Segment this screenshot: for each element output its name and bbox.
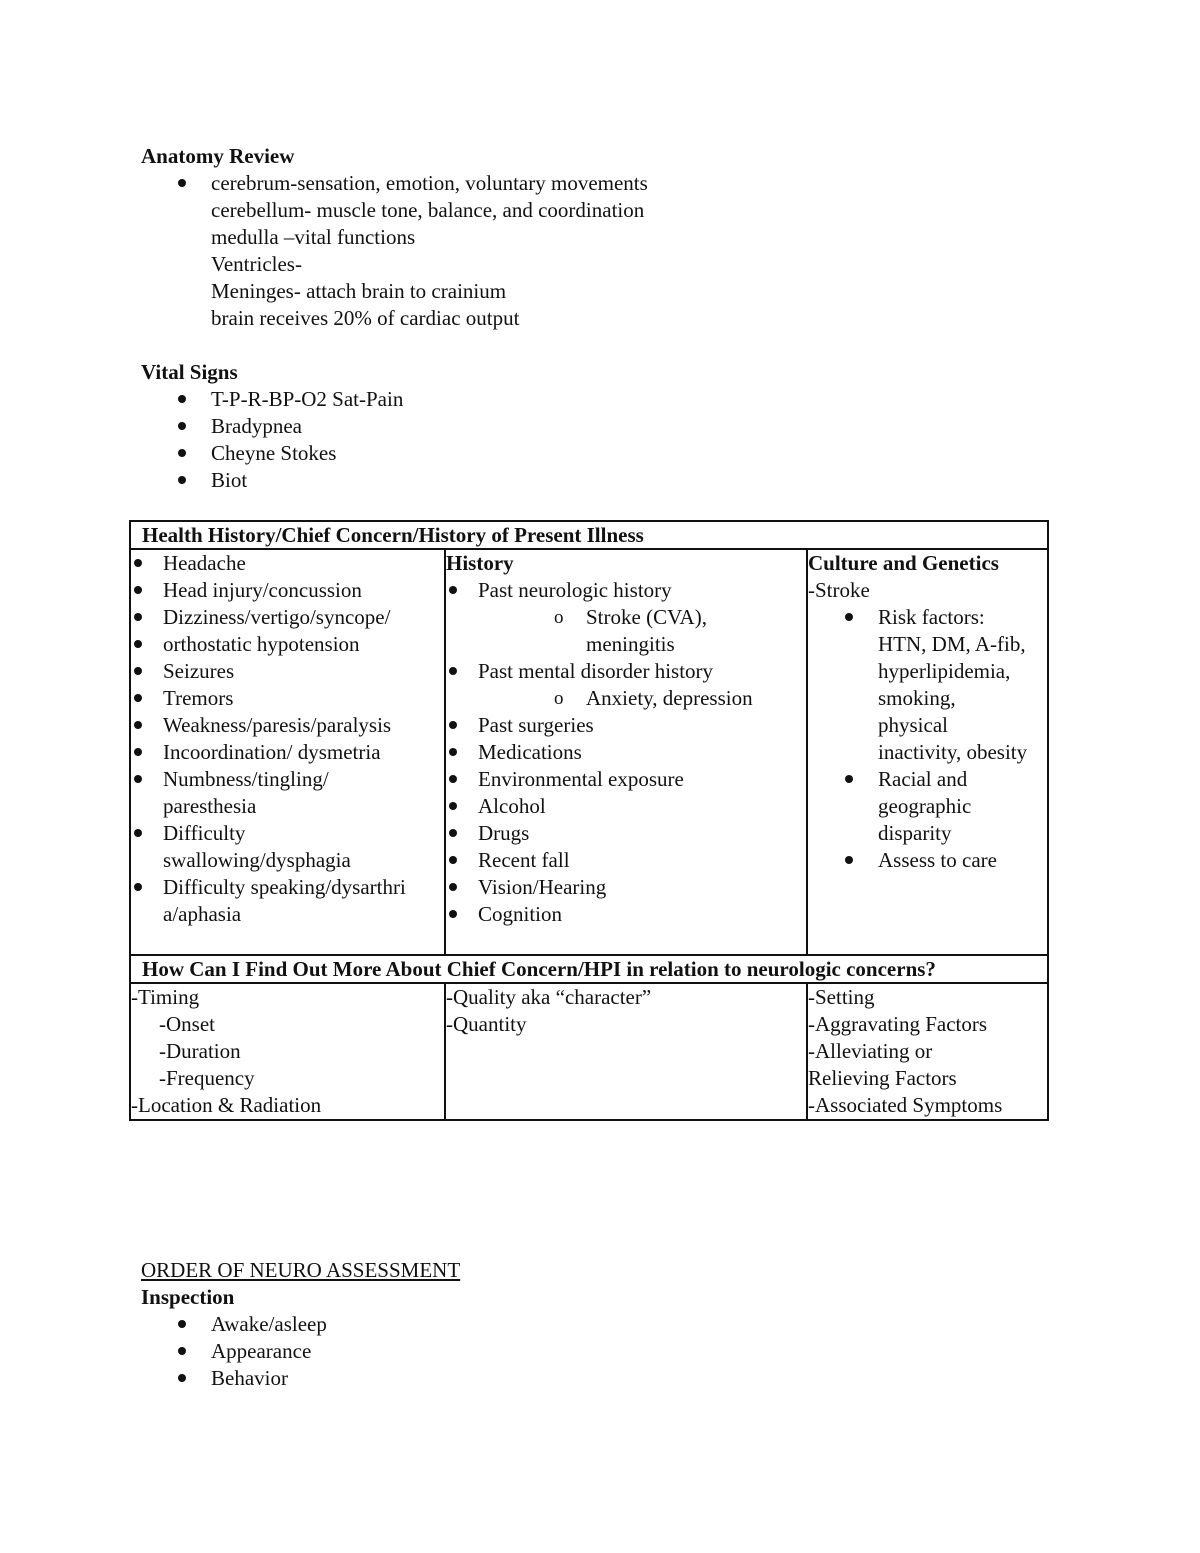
list-item: Meninges- attach brain to crainium bbox=[211, 279, 507, 303]
list-item: Head injury/concussion bbox=[131, 577, 444, 604]
list-item: Past neurologic history bbox=[446, 577, 806, 604]
list-item: medulla –vital functions bbox=[211, 225, 416, 249]
list-item: Medications bbox=[446, 739, 806, 766]
history-title: History bbox=[446, 551, 514, 575]
list-item: cerebellum- muscle tone, balance, and coordination bbox=[211, 198, 645, 222]
bullet-icon bbox=[842, 604, 856, 631]
list-item: Bradypnea bbox=[211, 413, 403, 440]
bullet-icon bbox=[446, 874, 460, 901]
bullet-icon bbox=[446, 712, 460, 739]
bullet-icon bbox=[131, 766, 145, 793]
list-item: Awake/asleep bbox=[211, 1311, 327, 1338]
bullet-icon bbox=[131, 712, 145, 739]
order-heading: ORDER OF NEURO ASSESSMENT bbox=[141, 1258, 461, 1282]
health-history-table bbox=[129, 520, 1049, 1121]
inspection-heading: Inspection bbox=[141, 1285, 235, 1309]
list-item: Seizures bbox=[131, 658, 444, 685]
circle-bullet-icon: o bbox=[554, 607, 564, 628]
culture-genetics-title: Culture and Genetics bbox=[808, 551, 999, 575]
bullet-icon bbox=[131, 820, 145, 847]
bullet-icon bbox=[131, 658, 145, 685]
list-item: orthostatic hypotension bbox=[131, 631, 444, 658]
bullet-icon bbox=[446, 901, 460, 928]
inspection-list bbox=[211, 1311, 327, 1392]
bullet-icon bbox=[446, 739, 460, 766]
bullet-icon bbox=[131, 739, 145, 766]
list-item: T-P-R-BP-O2 Sat-Pain bbox=[211, 386, 403, 413]
anatomy-heading: Anatomy Review bbox=[141, 144, 295, 168]
list-item: Appearance bbox=[211, 1338, 327, 1365]
vitals-list bbox=[211, 386, 403, 494]
quality-cell: -Quality aka “character” -Quantity bbox=[445, 983, 807, 1120]
list-item: Difficulty swallowing/dysphagia bbox=[131, 820, 393, 874]
sub-list-item: o Stroke (CVA), meningitis bbox=[554, 605, 707, 656]
bullet-icon bbox=[175, 386, 189, 413]
bullet-icon bbox=[175, 1338, 189, 1365]
bullet-icon bbox=[175, 413, 189, 440]
table-header-find-out-more: How Can I Find Out More About Chief Concern/HPI in relation to neurologic concerns? bbox=[130, 955, 1048, 983]
bullet-icon bbox=[175, 170, 189, 197]
list-item: Biot bbox=[211, 467, 403, 494]
list-item: Numbness/tingling/ paresthesia bbox=[131, 766, 393, 820]
culture-genetics-cell bbox=[807, 549, 1048, 955]
list-item: Alcohol bbox=[446, 793, 806, 820]
bullet-icon bbox=[842, 766, 856, 793]
bullet-icon bbox=[131, 631, 145, 658]
circle-bullet-icon: o bbox=[554, 688, 564, 709]
list-item: Drugs bbox=[446, 820, 806, 847]
bullet-icon bbox=[842, 847, 856, 874]
bullet-icon bbox=[175, 1311, 189, 1338]
bullet-icon bbox=[131, 550, 145, 577]
vitals-heading: Vital Signs bbox=[141, 360, 238, 384]
list-item: Tremors bbox=[131, 685, 444, 712]
list-item: Headache bbox=[131, 550, 444, 577]
setting-cell: -Setting -Aggravating Factors -Alleviating or Relieving Factors -Associated Symptoms bbox=[807, 983, 1048, 1120]
list-item: Vision/Hearing bbox=[446, 874, 806, 901]
list-item: Assess to care bbox=[808, 847, 1028, 874]
list-item: cerebrum-sensation, emotion, voluntary movements bbox=[211, 170, 648, 197]
bullet-icon bbox=[446, 658, 460, 685]
list-item: Racial and geographic disparity bbox=[808, 766, 1028, 847]
bullet-icon bbox=[131, 685, 145, 712]
sub-list-item: o Anxiety, depression bbox=[554, 686, 753, 710]
symptoms-cell bbox=[130, 549, 445, 955]
list-item: Difficulty speaking/dysarthria/aphasia bbox=[131, 874, 413, 928]
bullet-icon bbox=[446, 793, 460, 820]
list-item: brain receives 20% of cardiac output bbox=[211, 306, 520, 330]
bullet-icon bbox=[131, 604, 145, 631]
bullet-icon bbox=[446, 847, 460, 874]
list-item: Behavior bbox=[211, 1365, 327, 1392]
list-item: Dizziness/vertigo/syncope/ bbox=[131, 604, 444, 631]
list-item: Cheyne Stokes bbox=[211, 440, 403, 467]
list-item: Past surgeries bbox=[446, 712, 806, 739]
list-item: Risk factors: HTN, DM, A-fib, hyperlipidemia, smoking, physical inactivity, obesity bbox=[808, 604, 1028, 766]
bullet-icon bbox=[175, 440, 189, 467]
list-item: Cognition bbox=[446, 901, 806, 928]
list-item: Environmental exposure bbox=[446, 766, 806, 793]
list-item: Ventricles- bbox=[211, 252, 302, 276]
list-item: Recent fall bbox=[446, 847, 806, 874]
history-cell bbox=[445, 549, 807, 955]
anatomy-list bbox=[211, 170, 648, 332]
table-header-health-history: Health History/Chief Concern/History of Present Illness bbox=[130, 521, 1048, 549]
list-item: Incoordination/ dysmetria bbox=[131, 739, 444, 766]
bullet-icon bbox=[446, 820, 460, 847]
bullet-icon bbox=[446, 577, 460, 604]
stroke-label: -Stroke bbox=[808, 578, 870, 602]
bullet-icon bbox=[131, 577, 145, 604]
list-item: Weakness/paresis/paralysis bbox=[131, 712, 444, 739]
bullet-icon bbox=[175, 1365, 189, 1392]
list-item: Past mental disorder history bbox=[446, 658, 806, 685]
timing-cell: -Timing -Onset -Duration -Frequency -Location & Radiation bbox=[130, 983, 445, 1120]
bullet-icon bbox=[131, 874, 145, 901]
bullet-icon bbox=[175, 467, 189, 494]
bullet-icon bbox=[446, 766, 460, 793]
